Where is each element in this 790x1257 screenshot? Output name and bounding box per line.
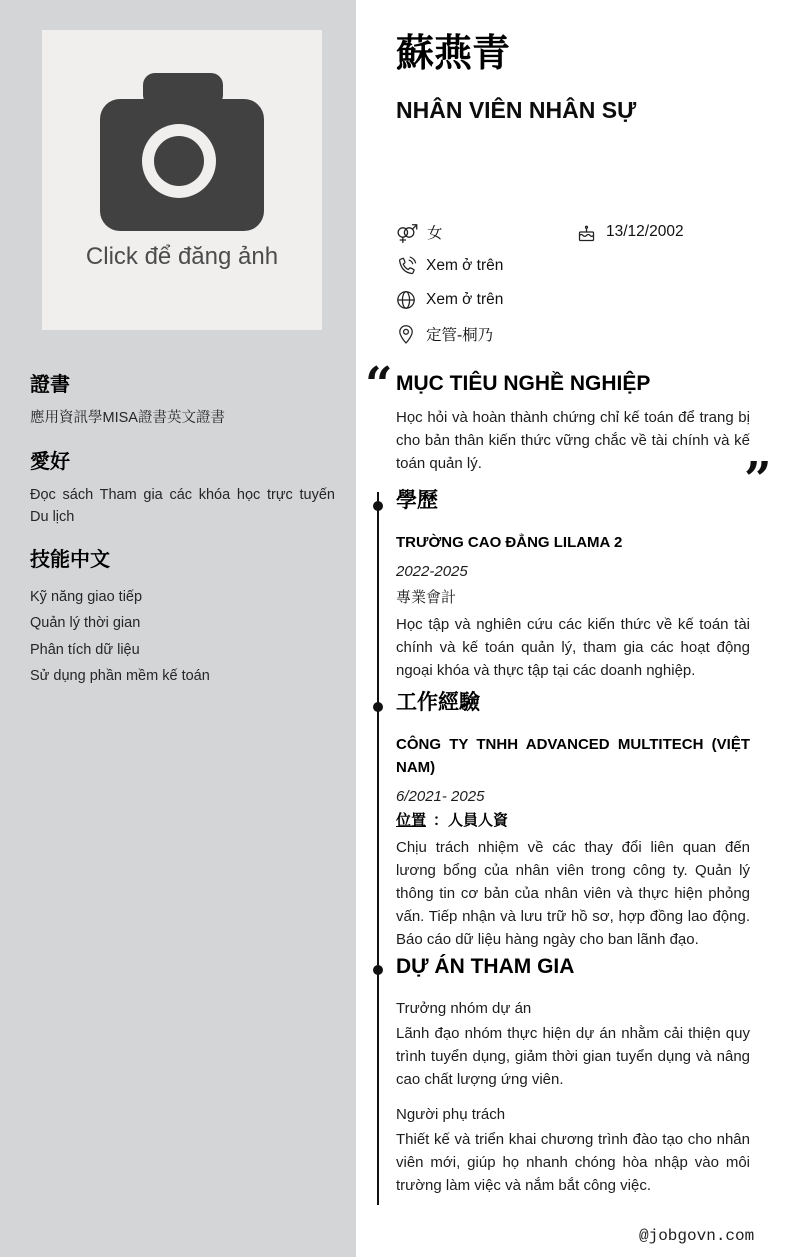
timeline-dot-experience xyxy=(373,702,383,712)
projects-title: DỰ ÁN THAM GIA xyxy=(396,955,575,978)
experience-title: 工作經驗 xyxy=(396,691,480,714)
sidebar-section-hobbies xyxy=(30,450,335,528)
candidate-name: 蘇燕青 xyxy=(396,33,511,75)
project-role: Người phụ trách xyxy=(396,1106,506,1123)
photo-upload-box[interactable] xyxy=(42,30,322,330)
website-value: Xem ở trên xyxy=(426,291,504,308)
experience-section xyxy=(396,690,750,951)
gender-value: 女 xyxy=(427,225,443,242)
project-description: Thiết kế và triển khai chương trình đào tạo cho nhân viên mới, giúp họ nhanh chóng hòa nhập vào môi trường làm việc và nắm bắt công việc. xyxy=(396,1131,750,1194)
address-field xyxy=(395,323,493,345)
site-watermark: @jobgovn.com xyxy=(639,1227,755,1245)
sidebar-section-skills xyxy=(30,548,335,689)
info-row xyxy=(395,255,751,277)
birthday-field xyxy=(575,221,684,243)
male-female-symbol-icon xyxy=(395,221,418,244)
open-quote-icon: “ xyxy=(365,357,393,413)
objective-section xyxy=(396,372,750,475)
project-role: Trưởng nhóm dự án xyxy=(396,1000,532,1017)
skills-list xyxy=(30,584,335,689)
objective-title: MỤC TIÊU NGHỀ NGHIỆP xyxy=(396,372,651,395)
close-quote-icon: ” xyxy=(744,452,772,508)
birthday-cake-icon xyxy=(575,221,597,243)
position-value: ：人員人資 xyxy=(433,812,509,829)
birthday-value: 13/12/2002 xyxy=(606,223,684,240)
address-value: 定管-桐乃 xyxy=(426,327,494,344)
projects-section xyxy=(396,954,750,1197)
phone-value: Xem ở trên xyxy=(426,257,504,274)
position-label: 位置 xyxy=(396,812,427,829)
info-row xyxy=(395,221,751,243)
education-period: 2022-2025 xyxy=(396,563,468,580)
sidebar-section-certificates xyxy=(30,373,335,429)
education-school: TRƯỜNG CAO ĐẲNG LILAMA 2 xyxy=(396,534,623,551)
website-field xyxy=(395,289,503,311)
camera-icon xyxy=(100,73,264,231)
skill-item: Phân tích dữ liệu xyxy=(30,641,140,658)
education-description: Học tập và nghiên cứu các kiến thức về kế toán tài chính và kế toán quản lý, tham gia các hoạt động ngoại khóa và thực tập tại các doanh nghiệp. xyxy=(396,616,750,679)
project-description: Lãnh đạo nhóm thực hiện dự án nhằm cải thiện quy trình tuyển dụng, giảm thời gian tuyển dụng và nâng cao chất lượng ứng viên. xyxy=(396,1025,750,1088)
sidebar xyxy=(0,0,356,1257)
skill-item: Quản lý thời gian xyxy=(30,615,141,632)
photo-upload-label[interactable]: Click để đăng ảnh xyxy=(85,243,279,270)
experience-description: Chịu trách nhiệm về các thay đổi liên quan đến lương bổng của nhân viên trong công ty. Quản lý thông tin cơ bản của nhân viên và thực hiện phỏng vấn. Tiếp nhận và lưu trữ hồ sơ, hợp đồng lao động. Báo cáo dữ liệu hàng ngày cho ban lãnh đạo. xyxy=(396,839,750,948)
phone-call-icon xyxy=(395,255,417,277)
candidate-job-title: NHÂN VIÊN NHÂN SỰ xyxy=(396,97,637,123)
timeline-dot-education xyxy=(373,501,383,511)
phone-field xyxy=(395,255,503,277)
info-row xyxy=(395,323,751,345)
certificates-text: 應用資訊學MISA證書英文證書 xyxy=(30,410,225,426)
education-major: 專業會計 xyxy=(396,589,457,606)
timeline-dot-projects xyxy=(373,965,383,975)
certificates-title: 證書 xyxy=(30,374,70,396)
hobbies-text: Đọc sách Tham gia các khóa học trực tuyến Du lịch xyxy=(30,487,335,525)
skills-title: 技能中文 xyxy=(30,549,110,571)
experience-period: 6/2021- 2025 xyxy=(396,788,485,805)
info-row xyxy=(395,289,751,311)
education-section xyxy=(396,488,750,682)
experience-position xyxy=(396,810,750,831)
personal-info xyxy=(395,221,751,357)
experience-company: CÔNG TY TNHH ADVANCED MULTITECH (VIỆT NAM) xyxy=(396,736,750,776)
gender-field xyxy=(395,221,575,244)
objective-text: Học hỏi và hoàn thành chứng chỉ kế toán để trang bị cho bản thân kiến thức vững chắc về tài chính và kế toán quản lý. xyxy=(396,409,750,472)
hobbies-title: 愛好 xyxy=(30,451,70,473)
skill-item: Sử dụng phần mềm kế toán xyxy=(30,667,210,684)
globe-icon xyxy=(395,289,417,311)
skill-item: Kỹ năng giao tiếp xyxy=(30,589,143,605)
timeline-line xyxy=(377,492,379,1205)
education-title: 學歷 xyxy=(396,489,438,512)
location-pin-icon xyxy=(395,323,417,345)
